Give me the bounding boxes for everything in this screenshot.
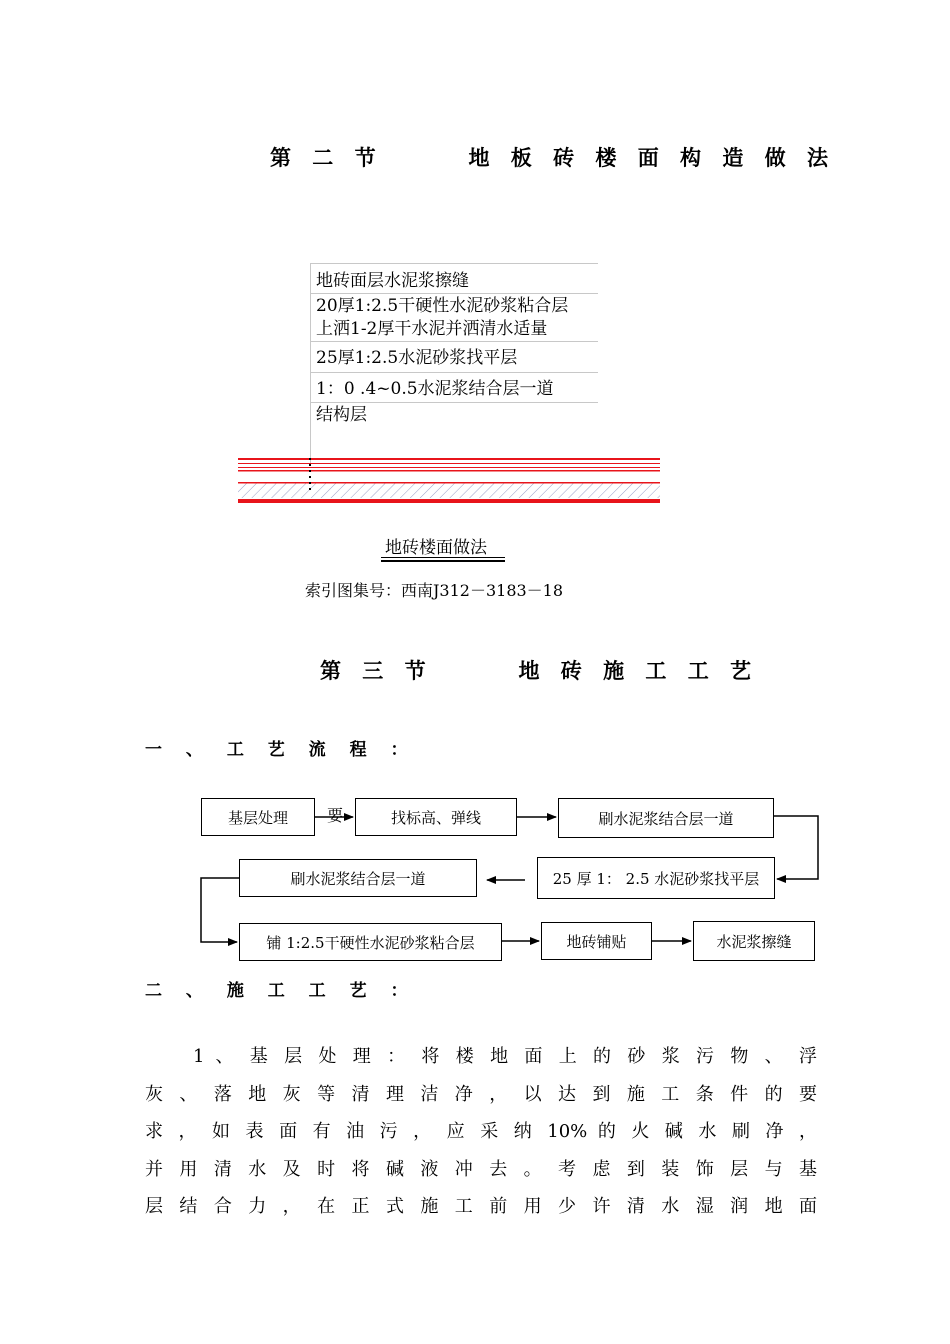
section-3-title: 第 三 节 地 砖 施 工 工 艺 [320, 659, 759, 683]
divider [310, 263, 598, 264]
process-heading: 一 、 工 艺 流 程 ： [145, 740, 417, 760]
construction-heading: 二 、 施 工 工 艺 ： [145, 981, 417, 1001]
caption-underline [381, 560, 505, 562]
structure-hatch [238, 483, 660, 498]
layer-label-bonding: 20厚1:2.5干硬性水泥砂浆粘合层 [316, 296, 569, 316]
divider [310, 402, 598, 403]
layer-label-structure: 结构层 [316, 405, 367, 425]
flow-step-tiling: 地砖铺贴 [541, 922, 652, 960]
bonding-layer-line [238, 467, 660, 468]
structure-bottom-line [238, 499, 660, 503]
flow-step-bonding: 铺 1:2.5干硬性水泥砂浆粘合层 [239, 923, 502, 961]
flow-step-slurry-2: 刷水泥浆结合层一道 [239, 859, 477, 897]
flow-step-leveling: 25 厚 1： 2.5 水泥砂浆找平层 [537, 857, 775, 899]
construction-paragraph [145, 1038, 817, 1226]
divider [310, 293, 598, 294]
tile-surface-line [238, 458, 660, 460]
caption-underline [381, 557, 505, 558]
layer-label-slurry: 1：0 .4~0.5水泥浆结合层一道 [316, 379, 554, 399]
flow-step-base: 基层处理 [201, 798, 315, 836]
paragraph-line: 求 ， 如 表 面 有 油 污 ， 应 采 纳 10% 的 火 碱 水 刷 净 ， [145, 1121, 817, 1142]
paragraph-line: 层 结 合 力 ， 在 正 式 施 工 前 用 少 许 清 水 湿 润 地 面 [145, 1196, 817, 1217]
paragraph-line: 并 用 清 水 及 时 将 碱 液 冲 去 。 考 虑 到 装 饰 层 与 基 [145, 1158, 817, 1180]
stray-char: 要 [327, 806, 344, 825]
section-2-title: 第 二 节 地 板 砖 楼 面 构 造 做 法 [270, 146, 835, 170]
flow-step-elevation: 找标高、弹线 [355, 798, 517, 836]
paragraph-line: 1 、 基 层 处 理 ： 将 楼 地 面 上 的 砂 浆 污 物 、 浮 [193, 1046, 817, 1067]
divider [310, 372, 598, 373]
divider [310, 341, 598, 342]
arrow-down-left [774, 816, 818, 879]
paragraph-line: 灰 、 落 地 灰 等 清 理 洁 净 ， 以 达 到 施 工 条 件 的 要 [145, 1083, 817, 1105]
layer-label-dry-cement: 上洒1-2厚干水泥并洒清水适量 [316, 319, 548, 339]
leveling-layer-line [238, 470, 660, 472]
layer-label-surface: 地砖面层水泥浆擦缝 [316, 271, 469, 291]
bonding-layer-line [238, 463, 660, 464]
arrow-down-right [201, 878, 239, 942]
floor-section-drawing [236, 454, 662, 508]
structure-top-line [238, 482, 660, 484]
layer-label-leveling: 25厚1:2.5水泥砂浆找平层 [316, 348, 518, 368]
flow-step-slurry-1: 刷水泥浆结合层一道 [558, 798, 774, 838]
drawing-caption: 地砖楼面做法 [385, 538, 487, 558]
flow-step-grouting: 水泥浆擦缝 [693, 921, 815, 961]
reference-number: 索引图集号：西南J312－3183－18 [305, 581, 564, 600]
